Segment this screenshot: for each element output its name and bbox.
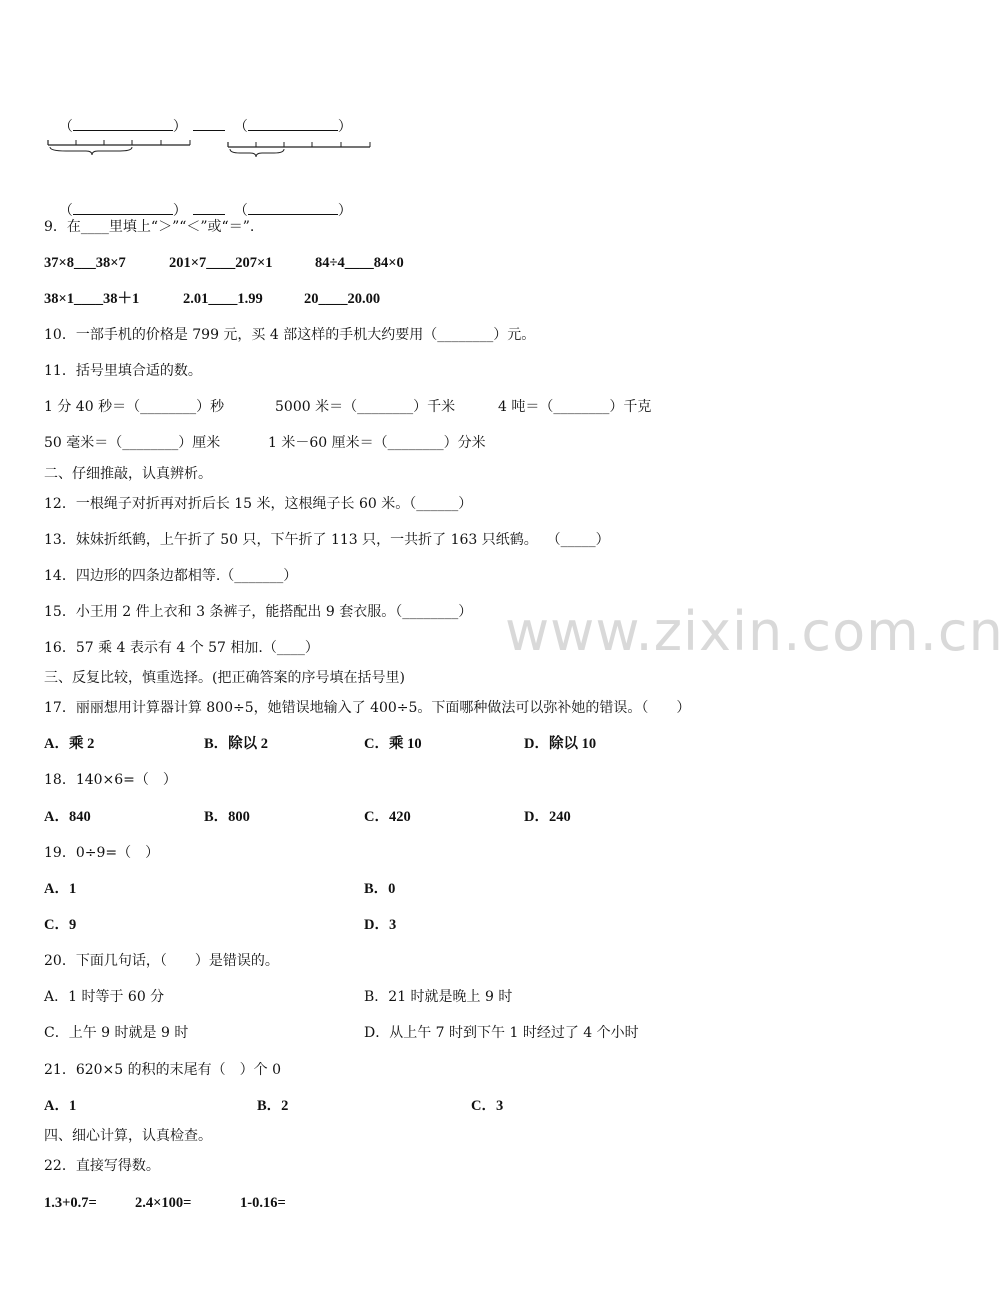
q19-option[interactable]: B．0 <box>364 881 396 897</box>
q9-item: 84÷4____84×0 <box>315 255 404 271</box>
q11-item: 4 吨＝（________）千克 <box>498 399 652 415</box>
q11-item: 1 米－60 厘米＝（________）分米 <box>268 435 486 451</box>
q9-item: 20____20.00 <box>304 291 381 307</box>
paren-open: （ <box>58 203 73 219</box>
q9-item: 38×1____38＋1 <box>44 291 140 307</box>
section-4-heading: 四、细心计算，认真检查。 <box>44 1128 212 1144</box>
q9-item: 201×7____207×1 <box>169 255 273 271</box>
q17-option[interactable]: D．除以 10 <box>524 736 597 752</box>
q21-option[interactable]: A．1 <box>44 1098 77 1114</box>
paren-close: ） <box>337 119 352 135</box>
answer-blank[interactable] <box>248 116 338 131</box>
answer-blank[interactable] <box>73 200 173 215</box>
answer-blank[interactable] <box>193 200 225 215</box>
q18-option[interactable]: D．240 <box>524 809 571 825</box>
q17-option[interactable]: C．乘 10 <box>364 736 422 752</box>
paren-close: ） <box>337 203 352 219</box>
question-18-title: 18．140×6=（ ） <box>44 772 177 788</box>
question-21-title: 21．620×5 的积的末尾有（ ）个 0 <box>44 1062 281 1078</box>
q18-option[interactable]: A．840 <box>44 809 91 825</box>
q11-item: 5000 米＝（________）千米 <box>275 399 456 415</box>
q11-item: 50 毫米＝（________）厘米 <box>44 435 221 451</box>
question-9-title: 9．在____里填上“＞”“＜”或“＝”. <box>44 219 255 235</box>
q20-option[interactable]: B．21 时就是晚上 9 时 <box>364 989 513 1005</box>
question-17-title: 17．丽丽想用计算器计算 800÷5，她错误地输入了 400÷5。下面哪种做法可以弥补她的错误。（ ） <box>44 700 691 716</box>
q18-option[interactable]: C．420 <box>364 809 411 825</box>
question-20-title: 20．下面几句话，（ ）是错误的。 <box>44 953 279 969</box>
q20-option[interactable]: D．从上午 7 时到下午 1 时经过了 4 个小时 <box>364 1025 639 1041</box>
q18-option[interactable]: B．800 <box>204 809 250 825</box>
question-10: 10．一部手机的价格是 799 元，买 4 部这样的手机大约要用（________）元。 <box>44 327 536 343</box>
paren-open: （ <box>58 119 73 135</box>
q19-option[interactable]: D．3 <box>364 917 397 933</box>
question-13: 13．妹妹折纸鹤，上午折了 50 只，下午折了 113 只，一共折了 163 只纸鹤。 （_____） <box>44 532 610 548</box>
blank-row-2 <box>50 180 352 221</box>
q20-option[interactable]: C．上午 9 时就是 9 时 <box>44 1025 189 1041</box>
question-14: 14．四边形的四条边都相等.（_______） <box>44 568 298 584</box>
q19-option[interactable]: A．1 <box>44 881 77 897</box>
q20-option[interactable]: A．1 时等于 60 分 <box>44 989 165 1005</box>
question-16: 16．57 乘 4 表示有 4 个 57 相加.（____） <box>44 640 319 656</box>
section-2-heading: 二、仔细推敲，认真辨析。 <box>44 466 212 482</box>
answer-blank[interactable] <box>193 116 225 131</box>
number-line-left <box>46 136 196 160</box>
paren-open: （ <box>233 119 248 135</box>
answer-blank[interactable] <box>248 200 338 215</box>
q19-option[interactable]: C．9 <box>44 917 77 933</box>
q9-item: 37×8___38×7 <box>44 255 126 271</box>
q22-item: 1-0.16= <box>240 1195 286 1211</box>
q21-option[interactable]: B．2 <box>257 1098 289 1114</box>
paren-open: （ <box>233 203 248 219</box>
number-line-right <box>226 138 376 162</box>
question-19-title: 19．0÷9=（ ） <box>44 845 160 861</box>
paren-close: ） <box>172 119 187 135</box>
paren-close: ） <box>172 203 187 219</box>
answer-blank[interactable] <box>73 116 173 131</box>
q11-item: 1 分 40 秒＝（________）秒 <box>44 399 225 415</box>
blank-row-1 <box>50 96 352 137</box>
question-12: 12．一根绳子对折再对折后长 15 米，这根绳子长 60 米。（______） <box>44 496 473 512</box>
section-3-heading: 三、反复比较，慎重选择。(把正确答案的序号填在括号里) <box>44 670 405 686</box>
question-15: 15．小王用 2 件上衣和 3 条裤子，能搭配出 9 套衣服。（________） <box>44 604 473 620</box>
question-11-title: 11．括号里填合适的数。 <box>44 363 202 379</box>
q21-option[interactable]: C．3 <box>471 1098 504 1114</box>
question-22-title: 22．直接写得数。 <box>44 1158 160 1174</box>
watermark: www.zixin.com.cn <box>505 600 1004 663</box>
q22-item: 1.3+0.7= <box>44 1195 97 1211</box>
q17-option[interactable]: A．乘 2 <box>44 736 95 752</box>
q9-item: 2.01____1.99 <box>183 291 263 307</box>
q17-option[interactable]: B．除以 2 <box>204 736 269 752</box>
q22-item: 2.4×100= <box>135 1195 192 1211</box>
